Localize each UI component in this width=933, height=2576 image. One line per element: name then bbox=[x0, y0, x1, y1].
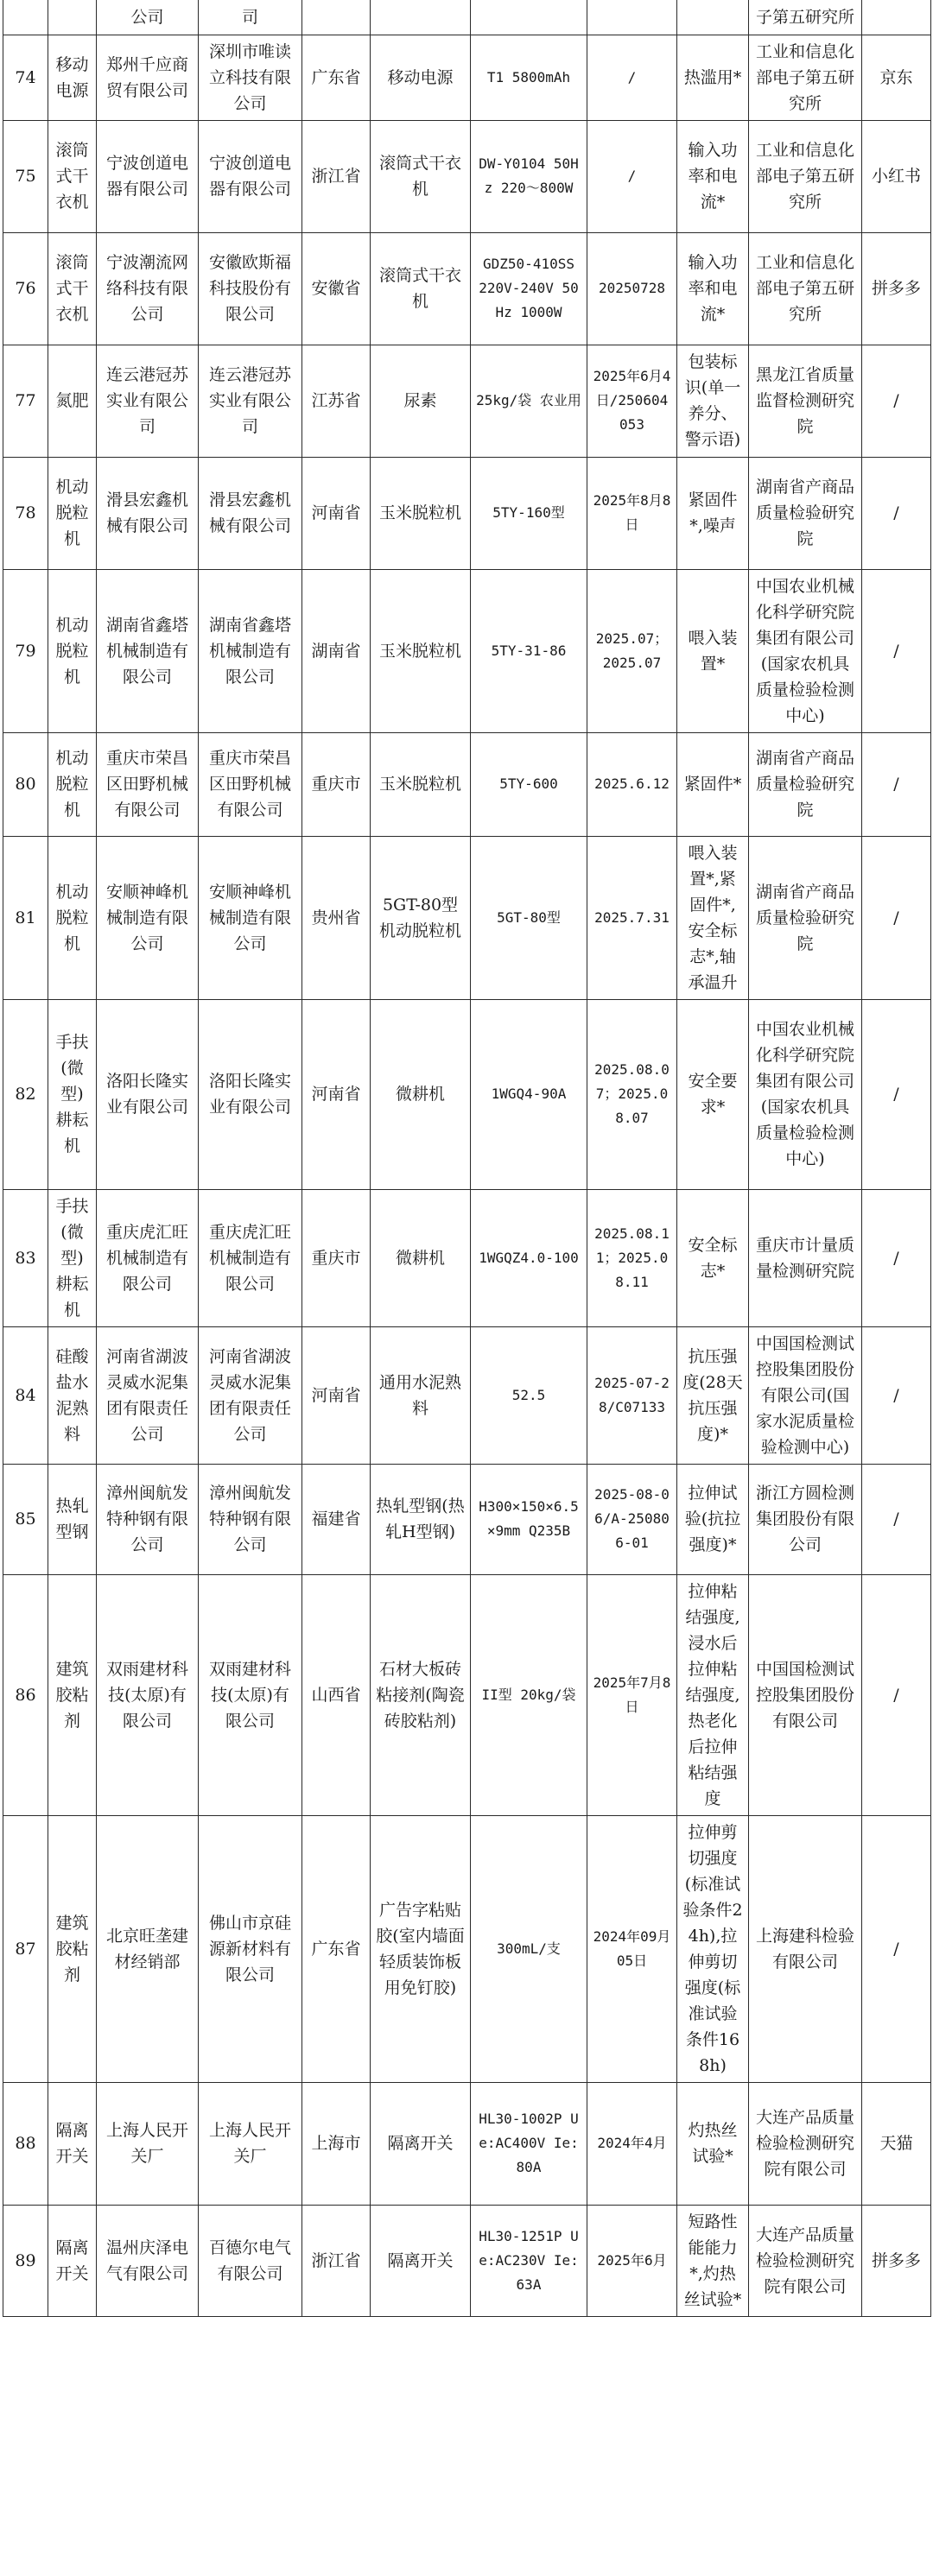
cell-manufacturer: 安顺神峰机械制造有限公司 bbox=[199, 836, 302, 999]
table-row bbox=[3, 2205, 931, 2316]
cell-no: 77 bbox=[3, 345, 48, 457]
cell-name: 玉米脱粒机 bbox=[371, 569, 471, 732]
cell-item: 包装标识(单一养分、警示语) bbox=[677, 345, 749, 457]
cell-platform: / bbox=[862, 457, 931, 569]
cell-item: 紧固件*,噪声 bbox=[677, 457, 749, 569]
cell-spec: T1 5800mAh bbox=[471, 35, 587, 120]
cell-product: 机动脱粒机 bbox=[48, 457, 97, 569]
cell-manufacturer: 司 bbox=[199, 0, 302, 35]
cell-item: 抗压强度(28天抗压强度)* bbox=[677, 1326, 749, 1464]
cell-product: 机动脱粒机 bbox=[48, 732, 97, 836]
cell-date: 2025.7.31 bbox=[587, 836, 677, 999]
cell-no: 81 bbox=[3, 836, 48, 999]
cell-lab: 黑龙江省质量监督检测研究院 bbox=[749, 345, 862, 457]
cell-spec: HL30-1002P Ue:AC400V Ie:80A bbox=[471, 2082, 587, 2205]
cell-province: 河南省 bbox=[302, 999, 371, 1189]
cell-manufacturer: 洛阳长隆实业有限公司 bbox=[199, 999, 302, 1189]
cell-lab: 中国国检测试控股集团股份有限公司(国家水泥质量检验检测中心) bbox=[749, 1326, 862, 1464]
cell-manufacturer: 宁波创道电器有限公司 bbox=[199, 120, 302, 232]
cell-province: 浙江省 bbox=[302, 2205, 371, 2316]
cell-manufacturer: 连云港冠苏实业有限公司 bbox=[199, 345, 302, 457]
cell-no: 88 bbox=[3, 2082, 48, 2205]
cell-province bbox=[302, 0, 371, 35]
table-row bbox=[3, 999, 931, 1189]
cell-name bbox=[371, 0, 471, 35]
cell-name: 滚筒式干衣机 bbox=[371, 232, 471, 345]
cell-date: 20250728 bbox=[587, 232, 677, 345]
cell-province: 福建省 bbox=[302, 1464, 371, 1574]
cell-lab: 大连产品质量检验检测研究院有限公司 bbox=[749, 2082, 862, 2205]
cell-date: 2024年4月 bbox=[587, 2082, 677, 2205]
cell-platform: / bbox=[862, 1464, 931, 1574]
cell-platform: 小红书 bbox=[862, 120, 931, 232]
cell-manufacturer: 湖南省鑫塔机械制造有限公司 bbox=[199, 569, 302, 732]
cell-spec: 1WGQZ4.0-100 bbox=[471, 1189, 587, 1326]
cell-manufacturer: 佛山市京硅源新材料有限公司 bbox=[199, 1815, 302, 2082]
cell-date: 2025.6.12 bbox=[587, 732, 677, 836]
cell-platform: / bbox=[862, 569, 931, 732]
cell-province: 广东省 bbox=[302, 35, 371, 120]
cell-item: 紧固件* bbox=[677, 732, 749, 836]
cell-producer: 双雨建材科技(太原)有限公司 bbox=[97, 1574, 199, 1815]
cell-producer: 公司 bbox=[97, 0, 199, 35]
cell-lab: 重庆市计量质量检测研究院 bbox=[749, 1189, 862, 1326]
cell-name: 玉米脱粒机 bbox=[371, 732, 471, 836]
cell-province: 贵州省 bbox=[302, 836, 371, 999]
cell-no: 86 bbox=[3, 1574, 48, 1815]
cell-producer: 北京旺垄建材经销部 bbox=[97, 1815, 199, 2082]
cell-item bbox=[677, 0, 749, 35]
cell-item: 拉伸试验(抗拉强度)* bbox=[677, 1464, 749, 1574]
cell-item: 喂入装置*,紧固件*,安全标志*,轴承温升 bbox=[677, 836, 749, 999]
cell-spec: 5TY-600 bbox=[471, 732, 587, 836]
cell-name: 隔离开关 bbox=[371, 2082, 471, 2205]
cell-province: 重庆市 bbox=[302, 1189, 371, 1326]
table-row bbox=[3, 1189, 931, 1326]
cell-platform: 天猫 bbox=[862, 2082, 931, 2205]
cell-name: 尿素 bbox=[371, 345, 471, 457]
cell-lab: 工业和信息化部电子第五研究所 bbox=[749, 232, 862, 345]
table-row bbox=[3, 1574, 931, 1815]
table-row bbox=[3, 1815, 931, 2082]
cell-producer: 郑州千应商贸有限公司 bbox=[97, 35, 199, 120]
cell-product: 隔离开关 bbox=[48, 2082, 97, 2205]
table-row bbox=[3, 836, 931, 999]
cell-lab: 湖南省产商品质量检验研究院 bbox=[749, 457, 862, 569]
cell-producer: 重庆市荣昌区田野机械有限公司 bbox=[97, 732, 199, 836]
cell-name: 玉米脱粒机 bbox=[371, 457, 471, 569]
cell-item: 灼热丝试验* bbox=[677, 2082, 749, 2205]
cell-product: 机动脱粒机 bbox=[48, 569, 97, 732]
cell-province: 广东省 bbox=[302, 1815, 371, 2082]
cell-spec bbox=[471, 0, 587, 35]
cell-product: 滚筒式干衣机 bbox=[48, 232, 97, 345]
cell-platform: / bbox=[862, 1815, 931, 2082]
cell-spec: 1WGQ4-90A bbox=[471, 999, 587, 1189]
cell-province: 安徽省 bbox=[302, 232, 371, 345]
cell-platform: / bbox=[862, 345, 931, 457]
cell-no: 85 bbox=[3, 1464, 48, 1574]
cell-product: 手扶(微型)耕耘机 bbox=[48, 1189, 97, 1326]
table-row bbox=[3, 457, 931, 569]
cell-province: 江苏省 bbox=[302, 345, 371, 457]
cell-lab: 中国国检测试控股集团股份有限公司 bbox=[749, 1574, 862, 1815]
cell-name: 5GT-80型机动脱粒机 bbox=[371, 836, 471, 999]
cell-manufacturer: 重庆虎汇旺机械制造有限公司 bbox=[199, 1189, 302, 1326]
cell-name: 隔离开关 bbox=[371, 2205, 471, 2316]
table-row bbox=[3, 732, 931, 836]
cell-platform bbox=[862, 0, 931, 35]
cell-spec: 25kg/袋 农业用 bbox=[471, 345, 587, 457]
cell-no: 75 bbox=[3, 120, 48, 232]
cell-lab: 中国农业机械化科学研究院集团有限公司(国家农机具质量检验检测中心) bbox=[749, 999, 862, 1189]
cell-manufacturer: 漳州闽航发特种钢有限公司 bbox=[199, 1464, 302, 1574]
cell-item: 输入功率和电流* bbox=[677, 232, 749, 345]
cell-platform: / bbox=[862, 1189, 931, 1326]
cell-no: 83 bbox=[3, 1189, 48, 1326]
cell-spec: DW-Y0104 50Hz 220～800W bbox=[471, 120, 587, 232]
cell-spec: 52.5 bbox=[471, 1326, 587, 1464]
cell-name: 热轧型钢(热轧H型钢) bbox=[371, 1464, 471, 1574]
cell-product: 热轧型钢 bbox=[48, 1464, 97, 1574]
cell-name: 滚筒式干衣机 bbox=[371, 120, 471, 232]
cell-producer: 连云港冠苏实业有限公司 bbox=[97, 345, 199, 457]
cell-platform: 拼多多 bbox=[862, 2205, 931, 2316]
cell-spec: GDZ50-410SS 220V-240V 50Hz 1000W bbox=[471, 232, 587, 345]
cell-spec: H300×150×6.5×9mm Q235B bbox=[471, 1464, 587, 1574]
cell-platform: / bbox=[862, 999, 931, 1189]
cell-lab: 上海建科检验有限公司 bbox=[749, 1815, 862, 2082]
cell-date: 2025年6月4日/250604053 bbox=[587, 345, 677, 457]
cell-name: 移动电源 bbox=[371, 35, 471, 120]
table-row bbox=[3, 35, 931, 120]
cell-item: 短路性能能力*,灼热丝试验* bbox=[677, 2205, 749, 2316]
cell-date: 2025.08.11；2025.08.11 bbox=[587, 1189, 677, 1326]
cell-spec: 5TY-160型 bbox=[471, 457, 587, 569]
cell-producer: 滑县宏鑫机械有限公司 bbox=[97, 457, 199, 569]
cell-province: 浙江省 bbox=[302, 120, 371, 232]
cell-no: 78 bbox=[3, 457, 48, 569]
cell-province: 河南省 bbox=[302, 1326, 371, 1464]
partial-row bbox=[3, 0, 931, 35]
cell-item: 安全要求* bbox=[677, 999, 749, 1189]
cell-lab: 工业和信息化部电子第五研究所 bbox=[749, 35, 862, 120]
cell-date: / bbox=[587, 120, 677, 232]
cell-product: 硅酸盐水泥熟料 bbox=[48, 1326, 97, 1464]
cell-platform: / bbox=[862, 1574, 931, 1815]
cell-date: 2025-07-28/C07133 bbox=[587, 1326, 677, 1464]
cell-lab: 湖南省产商品质量检验研究院 bbox=[749, 732, 862, 836]
cell-spec: II型 20kg/袋 bbox=[471, 1574, 587, 1815]
cell-platform: 拼多多 bbox=[862, 232, 931, 345]
cell-date: 2025.07；2025.07 bbox=[587, 569, 677, 732]
cell-spec: HL30-1251P Ue:AC230V Ie:63A bbox=[471, 2205, 587, 2316]
cell-manufacturer: 百德尔电气有限公司 bbox=[199, 2205, 302, 2316]
cell-name: 微耕机 bbox=[371, 1189, 471, 1326]
cell-name: 微耕机 bbox=[371, 999, 471, 1189]
table-row bbox=[3, 1326, 931, 1464]
cell-lab: 子第五研究所 bbox=[749, 0, 862, 35]
cell-lab: 湖南省产商品质量检验研究院 bbox=[749, 836, 862, 999]
cell-province: 重庆市 bbox=[302, 732, 371, 836]
cell-platform: / bbox=[862, 732, 931, 836]
cell-no: 87 bbox=[3, 1815, 48, 2082]
cell-producer: 漳州闽航发特种钢有限公司 bbox=[97, 1464, 199, 1574]
table-row bbox=[3, 2082, 931, 2205]
cell-producer: 重庆虎汇旺机械制造有限公司 bbox=[97, 1189, 199, 1326]
cell-no: 79 bbox=[3, 569, 48, 732]
cell-lab: 浙江方圆检测集团股份有限公司 bbox=[749, 1464, 862, 1574]
cell-product: 建筑胶粘剂 bbox=[48, 1815, 97, 2082]
cell-province: 河南省 bbox=[302, 457, 371, 569]
cell-province: 湖南省 bbox=[302, 569, 371, 732]
cell-manufacturer: 安徽欧斯福科技股份有限公司 bbox=[199, 232, 302, 345]
table-row bbox=[3, 345, 931, 457]
cell-date: 2025年8月8日 bbox=[587, 457, 677, 569]
cell-platform: 京东 bbox=[862, 35, 931, 120]
cell-product: 建筑胶粘剂 bbox=[48, 1574, 97, 1815]
cell-manufacturer: 深圳市唯读立科技有限公司 bbox=[199, 35, 302, 120]
cell-item: 热滥用* bbox=[677, 35, 749, 120]
table-row bbox=[3, 1464, 931, 1574]
inspection-results-table bbox=[3, 0, 931, 2317]
cell-item: 喂入装置* bbox=[677, 569, 749, 732]
cell-name: 通用水泥熟料 bbox=[371, 1326, 471, 1464]
cell-no: 74 bbox=[3, 35, 48, 120]
cell-producer: 宁波创道电器有限公司 bbox=[97, 120, 199, 232]
cell-platform: / bbox=[862, 836, 931, 999]
cell-lab: 大连产品质量检验检测研究院有限公司 bbox=[749, 2205, 862, 2316]
cell-date: / bbox=[587, 35, 677, 120]
cell-platform: / bbox=[862, 1326, 931, 1464]
cell-manufacturer: 双雨建材科技(太原)有限公司 bbox=[199, 1574, 302, 1815]
cell-spec: 300mL/支 bbox=[471, 1815, 587, 2082]
cell-name: 石材大板砖粘接剂(陶瓷砖胶粘剂) bbox=[371, 1574, 471, 1815]
cell-lab: 中国农业机械化科学研究院集团有限公司(国家农机具质量检验检测中心) bbox=[749, 569, 862, 732]
cell-product: 滚筒式干衣机 bbox=[48, 120, 97, 232]
cell-producer: 湖南省鑫塔机械制造有限公司 bbox=[97, 569, 199, 732]
cell-date: 2024年09月05日 bbox=[587, 1815, 677, 2082]
cell-lab: 工业和信息化部电子第五研究所 bbox=[749, 120, 862, 232]
cell-spec: 5GT-80型 bbox=[471, 836, 587, 999]
cell-manufacturer: 上海人民开关厂 bbox=[199, 2082, 302, 2205]
cell-producer: 洛阳长隆实业有限公司 bbox=[97, 999, 199, 1189]
cell-no: 80 bbox=[3, 732, 48, 836]
cell-item: 拉伸粘结强度,浸水后拉伸粘结强度,热老化后拉伸粘结强度 bbox=[677, 1574, 749, 1815]
cell-item: 拉伸剪切强度(标准试验条件24h),拉伸剪切强度(标准试验条件168h) bbox=[677, 1815, 749, 2082]
cell-date: 2025年7月8日 bbox=[587, 1574, 677, 1815]
cell-date bbox=[587, 0, 677, 35]
cell-province: 山西省 bbox=[302, 1574, 371, 1815]
cell-date: 2025年6月 bbox=[587, 2205, 677, 2316]
cell-producer: 河南省湖波灵威水泥集团有限责任公司 bbox=[97, 1326, 199, 1464]
cell-producer: 宁波潮流网络科技有限公司 bbox=[97, 232, 199, 345]
cell-no: 89 bbox=[3, 2205, 48, 2316]
cell-item: 输入功率和电流* bbox=[677, 120, 749, 232]
cell-no: 76 bbox=[3, 232, 48, 345]
table-row bbox=[3, 569, 931, 732]
cell-name: 广告字粘贴胶(室内墙面轻质装饰板用免钉胶) bbox=[371, 1815, 471, 2082]
cell-manufacturer: 重庆市荣昌区田野机械有限公司 bbox=[199, 732, 302, 836]
cell-date: 2025.08.07；2025.08.07 bbox=[587, 999, 677, 1189]
cell-manufacturer: 滑县宏鑫机械有限公司 bbox=[199, 457, 302, 569]
cell-producer: 温州庆泽电气有限公司 bbox=[97, 2205, 199, 2316]
cell-product: 氮肥 bbox=[48, 345, 97, 457]
cell-product: 手扶(微型)耕耘机 bbox=[48, 999, 97, 1189]
table-row bbox=[3, 120, 931, 232]
cell-no bbox=[3, 0, 48, 35]
cell-date: 2025-08-06/A-250806-01 bbox=[587, 1464, 677, 1574]
cell-product: 隔离开关 bbox=[48, 2205, 97, 2316]
cell-product bbox=[48, 0, 97, 35]
cell-product: 移动电源 bbox=[48, 35, 97, 120]
cell-spec: 5TY-31-86 bbox=[471, 569, 587, 732]
cell-producer: 安顺神峰机械制造有限公司 bbox=[97, 836, 199, 999]
inspection-results-table-page bbox=[3, 0, 930, 2317]
table-row bbox=[3, 232, 931, 345]
cell-no: 82 bbox=[3, 999, 48, 1189]
cell-manufacturer: 河南省湖波灵威水泥集团有限责任公司 bbox=[199, 1326, 302, 1464]
cell-province: 上海市 bbox=[302, 2082, 371, 2205]
cell-producer: 上海人民开关厂 bbox=[97, 2082, 199, 2205]
cell-product: 机动脱粒机 bbox=[48, 836, 97, 999]
cell-item: 安全标志* bbox=[677, 1189, 749, 1326]
cell-no: 84 bbox=[3, 1326, 48, 1464]
